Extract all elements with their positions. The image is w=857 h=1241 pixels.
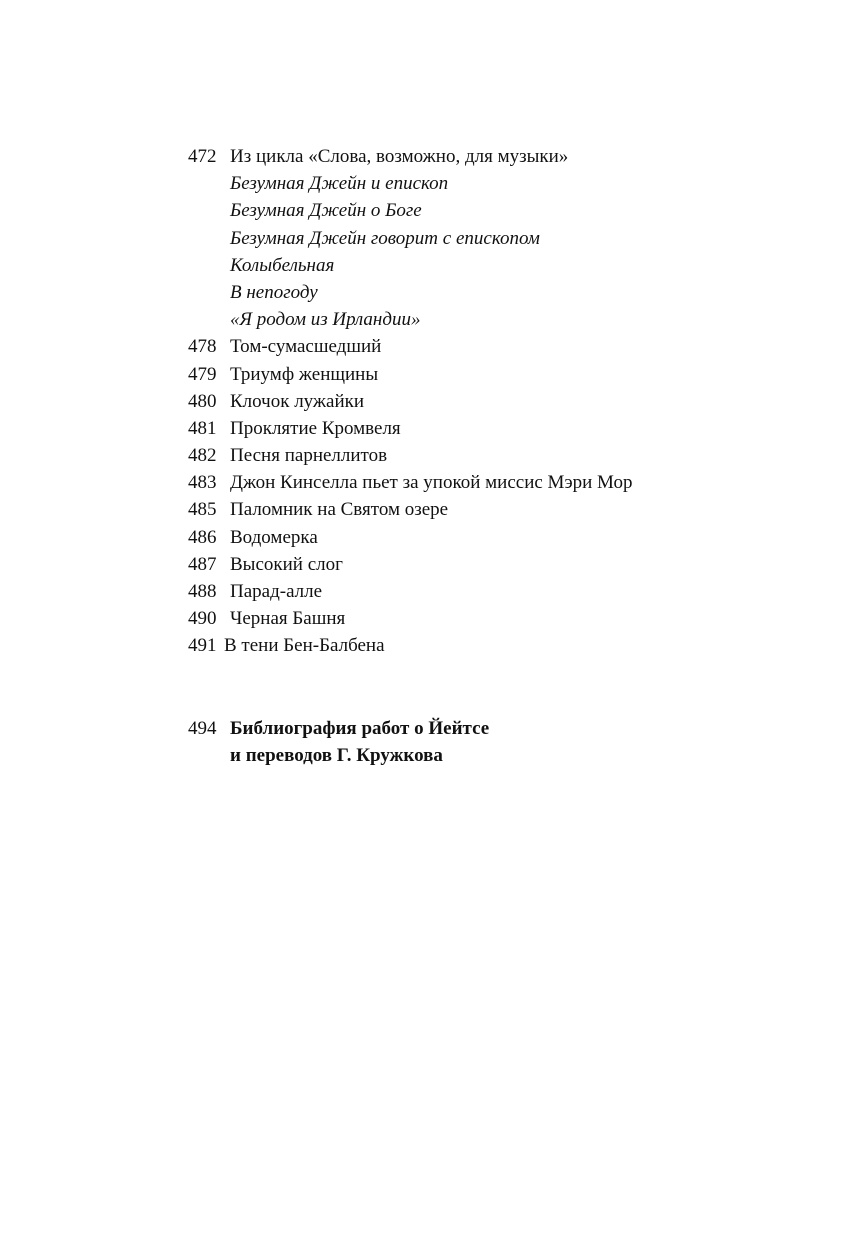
entry-title: Водомерка: [230, 526, 318, 548]
page-number: 491: [188, 635, 217, 657]
page-number: 478: [188, 336, 217, 358]
entry-title: Триумф женщины: [230, 363, 379, 385]
table-of-contents: [188, 143, 808, 769]
entry-title: Клочок лужайки: [230, 390, 365, 412]
page-number: 494: [188, 717, 217, 739]
toc-subentry: [188, 225, 808, 252]
toc-subentry: [188, 252, 808, 279]
toc-entry: [188, 361, 808, 388]
page-number: 487: [188, 553, 217, 575]
page-number: 490: [188, 608, 217, 630]
entry-title: Черная Башня: [230, 608, 346, 630]
page-number: 483: [188, 472, 217, 494]
entry-title: Проклятие Кромвеля: [230, 417, 401, 439]
entry-title: Высокий слог: [230, 553, 343, 575]
poem-title: Безумная Джейн и епископ: [230, 173, 449, 195]
page-number: 481: [188, 417, 217, 439]
poem-title: В непогоду: [230, 281, 318, 303]
entry-title: Джон Кинселла пьет за упокой миссис Мэри Мор: [230, 472, 633, 494]
section-spacer: [188, 660, 808, 715]
poem-title: «Я родом из Ирландии»: [230, 309, 421, 331]
page-number: 482: [188, 445, 217, 467]
toc-entry: [188, 388, 808, 415]
entry-title: Из цикла «Слова, возможно, для музыки»: [230, 146, 569, 167]
page-number: 479: [188, 363, 217, 385]
toc-entry: [188, 415, 808, 442]
toc-entry: [188, 496, 808, 523]
toc-subentry: [188, 197, 808, 224]
toc-entry: [188, 442, 808, 469]
page-number: 486: [188, 526, 217, 548]
entry-title-continued: и переводов Г. Кружкова: [230, 744, 443, 766]
poem-title: Колыбельная: [230, 254, 335, 276]
entry-title: Песня парнеллитов: [230, 445, 388, 467]
entry-title: В тени Бен-Балбена: [224, 635, 385, 657]
toc-entry: [188, 632, 808, 659]
toc-entry: [188, 578, 808, 605]
toc-entry-bibliography: [188, 715, 808, 742]
poem-title: Безумная Джейн о Боге: [230, 200, 422, 222]
toc-subentry: [188, 279, 808, 306]
entry-title: Библиография работ о Йейтсе: [230, 717, 490, 739]
toc-entry-cycle: [188, 143, 808, 170]
toc-entry: [188, 469, 808, 496]
page-number: 485: [188, 499, 217, 521]
entry-title: Паломник на Святом озере: [230, 499, 449, 521]
toc-subentry: [188, 170, 808, 197]
toc-entry: [188, 333, 808, 360]
entry-title: Парад-алле: [230, 581, 323, 602]
page-number: 488: [188, 581, 217, 602]
toc-entry: [188, 551, 808, 578]
toc-entry: [188, 605, 808, 632]
entry-title: Том-сумасшедший: [230, 336, 382, 358]
toc-entry-bibliography-continued: [188, 742, 808, 769]
page-number: 480: [188, 390, 217, 412]
page-number: 472: [188, 146, 217, 167]
poem-title: Безумная Джейн говорит с епископом: [230, 227, 540, 249]
toc-entry: [188, 524, 808, 551]
toc-subentry: [188, 306, 808, 333]
